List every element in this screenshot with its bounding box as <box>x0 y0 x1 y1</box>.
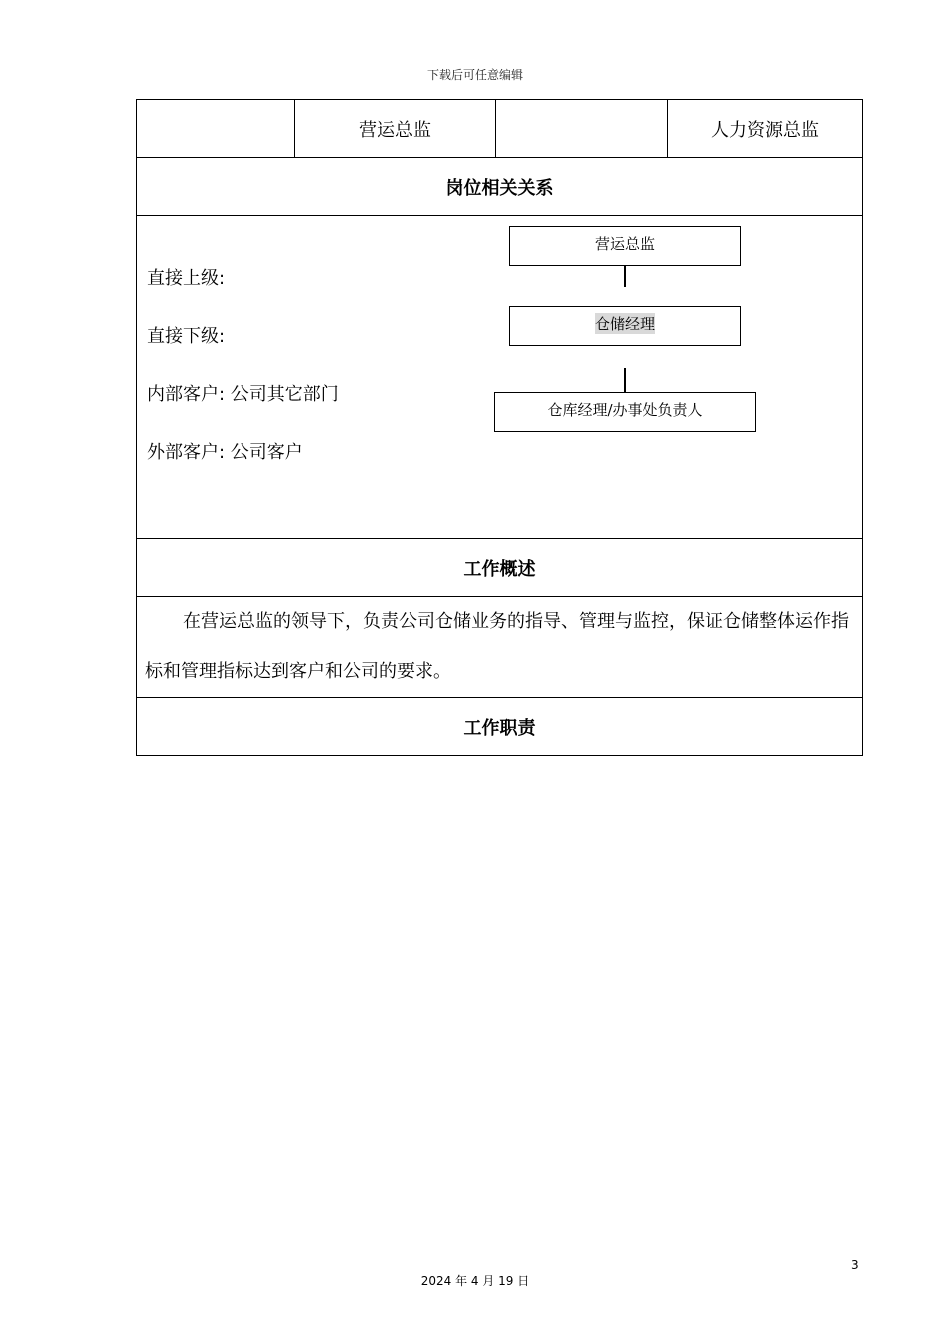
direct-subordinate-label: 直接下级: <box>147 326 226 347</box>
info-cell-1 <box>137 100 295 158</box>
internal-customer-label: 内部客户: 公司其它部门 <box>147 384 339 405</box>
footer-date: 2024 年 4 月 19 日 <box>420 1274 530 1288</box>
duties-title: 工作职责 <box>137 698 863 756</box>
org-connector-bottom <box>624 368 626 392</box>
relations-title: 岗位相关关系 <box>137 158 863 216</box>
org-box-top <box>509 226 741 266</box>
relations-row <box>137 216 863 539</box>
page-number: 3 <box>851 1258 859 1272</box>
org-box-middle <box>509 306 741 346</box>
org-box-bottom <box>494 392 756 432</box>
org-box-top-label: 营运总监 <box>594 235 655 253</box>
relations-content <box>137 216 862 538</box>
summary-row <box>137 597 863 698</box>
approver-title-cell: 人力资源总监 <box>668 100 863 158</box>
summary-title: 工作概述 <box>137 539 863 597</box>
external-customer-label: 外部客户: 公司客户 <box>147 442 303 463</box>
duties-title-row <box>137 698 863 756</box>
summary-text: 在营运总监的领导下，负责公司仓储业务的指导、管理与监控，保证仓储整体运作指标和管理指标达到客户和公司的要求。 <box>145 611 849 682</box>
supervisor-title-cell: 营运总监 <box>295 100 496 158</box>
info-cell-3 <box>496 100 668 158</box>
page-header-note: 下载后可任意编辑 <box>426 68 523 82</box>
header-info-row <box>137 100 863 158</box>
org-box-bottom-label: 仓库经理/办事处负责人 <box>547 401 703 419</box>
org-connector-top <box>624 266 626 287</box>
org-box-middle-label: 仓储经理 <box>594 315 655 333</box>
job-description-table <box>136 99 863 756</box>
relations-title-row <box>137 158 863 216</box>
direct-superior-label: 直接上级: <box>147 268 226 289</box>
summary-title-row <box>137 539 863 597</box>
